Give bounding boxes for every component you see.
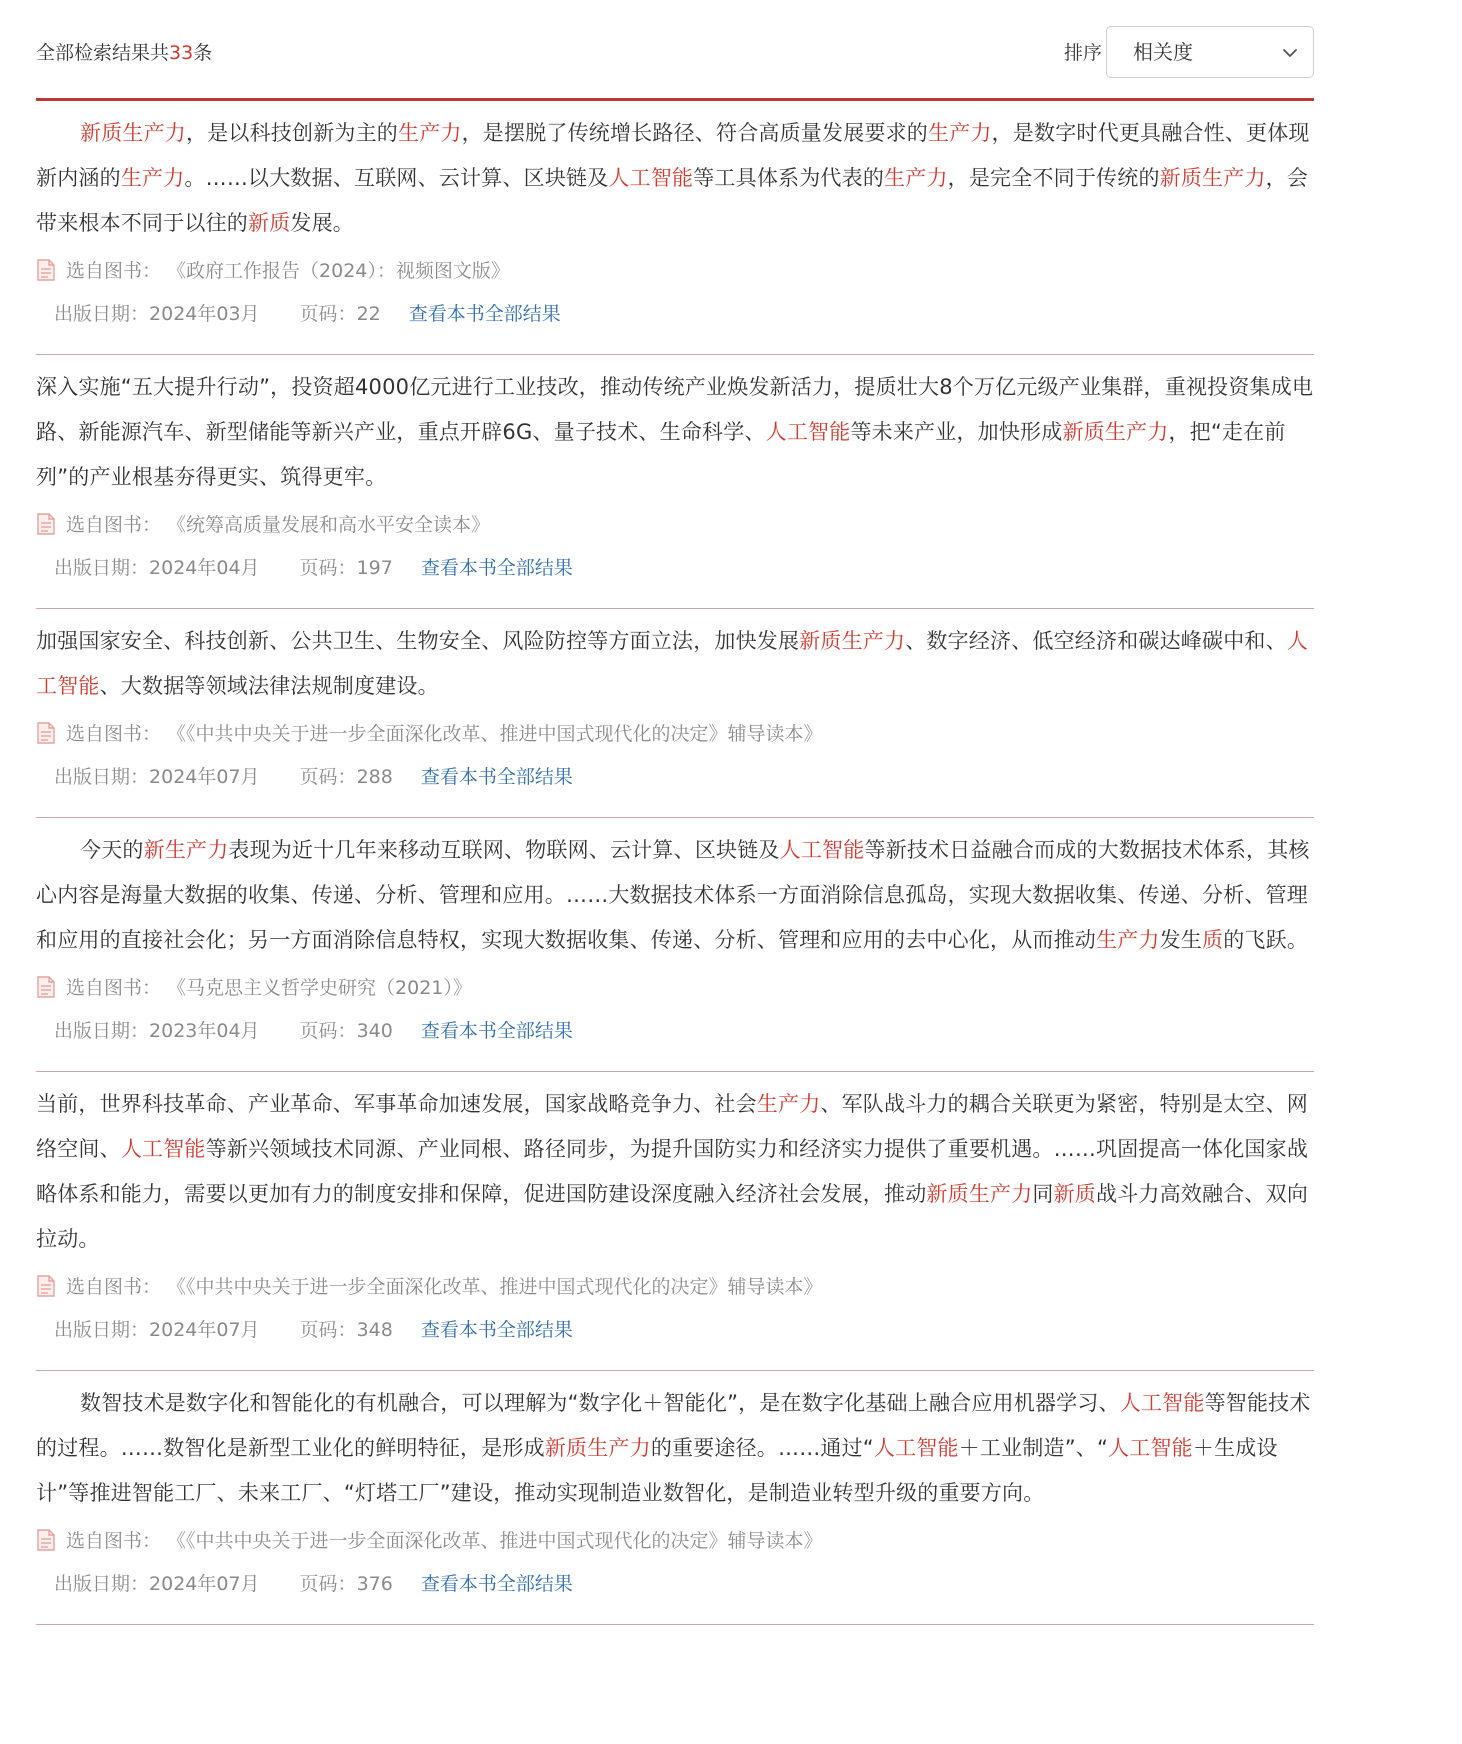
highlighted-term: 质 — [1202, 928, 1224, 952]
result-source — [36, 502, 1314, 544]
result-source — [36, 248, 1314, 290]
snippet-text: 战斗力高效融合、双向拉动。 — [36, 1182, 1309, 1251]
snippet-text: 加强国家安全、科技创新、公共卫生、生物安全、风险防控等方面立法，加快发展 — [36, 629, 800, 653]
highlighted-term: 生产力 — [928, 121, 992, 145]
result-meta — [36, 544, 1314, 588]
highlighted-term: 人工智能 — [120, 1137, 206, 1161]
result-source — [36, 965, 1314, 1007]
date-value: 2024年03月 — [149, 302, 260, 325]
publish-date — [54, 762, 260, 789]
snippet-text: 等未来产业，加快形成 — [850, 420, 1063, 444]
search-results-panel — [36, 0, 1314, 1625]
publish-date — [54, 1016, 260, 1043]
date-label: 出版日期： — [54, 302, 150, 325]
date-label: 出版日期： — [54, 765, 150, 788]
result-source — [36, 1518, 1314, 1560]
snippet-text: 当前，世界科技革命、产业革命、军事革命加速发展，国家战略竞争力、社会 — [36, 1092, 757, 1116]
book-title: 《《中共中央关于进一步全面深化改革、推进中国式现代化的决定》辅导读本》 — [167, 1275, 823, 1298]
snippet-text: ，把“走在前列”的产业根基夯得更实、筑得更牢。 — [36, 420, 1286, 489]
result-snippet — [36, 1082, 1314, 1262]
publish-date — [54, 299, 260, 326]
date-label: 出版日期： — [54, 1572, 150, 1595]
result-item — [36, 1371, 1314, 1625]
result-meta — [36, 1306, 1314, 1350]
page-number — [300, 1315, 393, 1342]
page-value: 376 — [356, 1572, 393, 1595]
highlighted-term: 生产力 — [398, 121, 462, 145]
source-label: 选自图书： — [66, 976, 162, 999]
date-value: 2024年04月 — [149, 556, 260, 579]
highlighted-term: 新质生产力 — [80, 121, 186, 145]
highlighted-term: 新质生产力 — [1159, 166, 1266, 190]
book-icon — [36, 258, 56, 282]
highlighted-term: 新生产力 — [143, 838, 229, 862]
view-all-in-book-link[interactable]: 查看本书全部结果 — [420, 765, 573, 788]
book-icon — [36, 1274, 56, 1298]
snippet-text: 、大数据等领域法律法规制度建设。 — [99, 674, 439, 698]
page-number — [300, 762, 393, 789]
source-label: 选自图书： — [66, 722, 162, 745]
date-value: 2023年04月 — [149, 1019, 260, 1042]
publish-date — [54, 1569, 260, 1596]
date-value: 2024年07月 — [149, 765, 260, 788]
snippet-text: ，是完全不同于传统的 — [947, 166, 1160, 190]
result-item — [36, 818, 1314, 1072]
highlighted-term: 生产力 — [884, 166, 948, 190]
highlighted-term: 生产力 — [756, 1092, 821, 1116]
publish-date — [54, 1315, 260, 1342]
source-label: 选自图书： — [66, 1529, 162, 1552]
results-header — [36, 0, 1314, 101]
page-value: 288 — [356, 765, 393, 788]
snippet-text: 的重要途径。……通过“ — [650, 1436, 874, 1460]
result-snippet — [36, 111, 1314, 246]
snippet-text: 等新兴领域技术同源、产业同根、路径同步，为提升国防实力和经济实力提供了重要机遇。……巩固提高一体化国家战略体系和能力，需要以更加有力的制度安排和保障，促进国防建设深度融入经济社会发展，推动 — [36, 1137, 1309, 1206]
book-icon — [36, 721, 56, 745]
book-icon — [36, 512, 56, 536]
result-source — [36, 711, 1314, 753]
result-item — [36, 609, 1314, 818]
result-snippet — [36, 365, 1314, 500]
result-item — [36, 1072, 1314, 1371]
snippet-text: ，是数字时代更具融合性、更体现新内涵的 — [36, 121, 1310, 190]
page-number — [300, 553, 393, 580]
results-summary — [36, 38, 212, 68]
view-all-in-book-link[interactable]: 查看本书全部结果 — [420, 1572, 573, 1595]
summary-prefix: 全部检索结果共 — [36, 42, 170, 64]
results-count: 33 — [169, 42, 194, 64]
book-icon — [36, 975, 56, 999]
result-meta — [36, 753, 1314, 797]
book-title: 《政府工作报告（2024）：视频图文版》 — [167, 259, 510, 282]
highlighted-term: 生产力 — [1096, 928, 1160, 952]
page-number — [300, 1569, 393, 1596]
highlighted-term: 人工智能 — [779, 838, 865, 862]
snippet-text: 数智技术是数字化和智能化的有机融合，可以理解为“数字化＋智能化”，是在数字化基础上融合应用机器学习、 — [80, 1391, 1120, 1415]
highlighted-term: 新质生产力 — [799, 629, 906, 653]
highlighted-term: 人工智能 — [36, 629, 1309, 698]
page-value: 22 — [356, 302, 381, 325]
result-item — [36, 355, 1314, 609]
highlighted-term: 新质 — [1053, 1182, 1097, 1206]
highlighted-term: 人工智能 — [1119, 1391, 1205, 1415]
result-snippet — [36, 619, 1314, 709]
book-title: 《《中共中央关于进一步全面深化改革、推进中国式现代化的决定》辅导读本》 — [167, 722, 823, 745]
page-value: 340 — [356, 1019, 393, 1042]
snippet-text: ，是摆脱了传统增长路径、符合高质量发展要求的 — [461, 121, 929, 145]
sort-select[interactable] — [1106, 26, 1314, 78]
page-value: 197 — [356, 556, 393, 579]
chevron-down-icon — [1279, 42, 1301, 64]
date-label: 出版日期： — [54, 1019, 150, 1042]
snippet-text: 的飞跃。 — [1223, 928, 1309, 952]
page-label: 页码： — [299, 765, 357, 788]
snippet-text: 今天的 — [80, 838, 144, 862]
highlighted-term: 新质 — [248, 211, 291, 235]
snippet-text: 表现为近十几年来移动互联网、物联网、云计算、区块链及 — [228, 838, 780, 862]
view-all-in-book-link[interactable]: 查看本书全部结果 — [420, 1019, 573, 1042]
publish-date — [54, 553, 260, 580]
snippet-text: 、数字经济、低空经济和碳达峰碳中和、 — [905, 629, 1287, 653]
highlighted-term: 新质生产力 — [1062, 420, 1169, 444]
snippet-text: 同 — [1032, 1182, 1054, 1206]
snippet-text: ，是以科技创新为主的 — [186, 121, 398, 145]
highlighted-term: 生产力 — [120, 166, 185, 190]
snippet-text: 等工具体系为代表的 — [693, 166, 885, 190]
book-title: 《《中共中央关于进一步全面深化改革、推进中国式现代化的决定》辅导读本》 — [167, 1529, 823, 1552]
results-list — [36, 101, 1314, 1625]
result-meta — [36, 290, 1314, 334]
date-label: 出版日期： — [54, 1318, 150, 1341]
highlighted-term: 人工智能 — [765, 420, 851, 444]
snippet-text: 等智能技术的过程。……数智化是新型工业化的鲜明特征，是形成 — [36, 1391, 1311, 1460]
sort-label: 排序 — [1063, 42, 1102, 64]
view-all-in-book-link[interactable]: 查看本书全部结果 — [420, 556, 573, 579]
source-label: 选自图书： — [66, 513, 162, 536]
result-meta — [36, 1560, 1314, 1604]
page-value: 348 — [356, 1318, 393, 1341]
date-value: 2024年07月 — [149, 1572, 260, 1595]
result-source — [36, 1264, 1314, 1306]
result-meta — [36, 1007, 1314, 1051]
snippet-text: ＋生成设计”等推进智能工厂、未来工厂、“灯塔工厂”建设，推动实现制造业数智化，是制造业转型升级的重要方向。 — [36, 1436, 1278, 1505]
page-label: 页码： — [299, 302, 357, 325]
snippet-text: 深入实施“五大提升行动”，投资超4000亿元进行工业技改，推动传统产业焕发新活力，提质壮大8个万亿元级产业集群，重视投资集成电路、新能源汽车、新型储能等新兴产业，重点开辟6G、量子技术、生命科学、 — [36, 375, 1314, 444]
snippet-text: 发展。 — [290, 211, 355, 235]
highlighted-term: 新质生产力 — [544, 1436, 651, 1460]
result-snippet — [36, 828, 1314, 963]
snippet-text: ，会带来根本不同于以往的 — [36, 166, 1309, 235]
source-label: 选自图书： — [66, 1275, 162, 1298]
date-value: 2024年07月 — [149, 1318, 260, 1341]
source-label: 选自图书： — [66, 259, 162, 282]
highlighted-term: 人工智能 — [873, 1436, 959, 1460]
page-label: 页码： — [299, 1572, 357, 1595]
page-number — [300, 1016, 393, 1043]
page-label: 页码： — [299, 1318, 357, 1341]
highlighted-term: 人工智能 — [1108, 1436, 1193, 1460]
sort-selected-value: 相关度 — [1133, 40, 1193, 64]
summary-suffix: 条 — [193, 42, 213, 64]
page-label: 页码： — [299, 556, 357, 579]
book-title: 《统筹高质量发展和高水平安全读本》 — [167, 513, 491, 536]
result-snippet — [36, 1381, 1314, 1516]
date-label: 出版日期： — [54, 556, 150, 579]
snippet-text: 发生 — [1159, 928, 1203, 952]
book-title: 《马克思主义哲学史研究（2021）》 — [167, 976, 472, 999]
result-item — [36, 101, 1314, 355]
highlighted-term: 人工智能 — [608, 166, 694, 190]
snippet-text: 、军队战斗力的耦合关联更为紧密，特别是太空、网络空间、 — [36, 1092, 1309, 1161]
view-all-in-book-link[interactable]: 查看本书全部结果 — [408, 302, 561, 325]
highlighted-term: 新质生产力 — [926, 1182, 1033, 1206]
snippet-text: 。……以大数据、互联网、云计算、区块链及 — [184, 166, 609, 190]
snippet-text: 等新技术日益融合而成的大数据技术体系，其核心内容是海量大数据的收集、传递、分析、管理和应用。……大数据技术体系一方面消除信息孤岛，实现大数据收集、传递、分析、管理和应用的直接社会化；另一方面消除信息特权，实现大数据收集、传递、分析、管理和应用的去中心化，从而推动 — [36, 838, 1310, 952]
view-all-in-book-link[interactable]: 查看本书全部结果 — [420, 1318, 573, 1341]
page-label: 页码： — [299, 1019, 357, 1042]
snippet-text: ＋工业制造”、“ — [958, 1436, 1109, 1460]
book-icon — [36, 1528, 56, 1552]
page-number — [300, 299, 381, 326]
